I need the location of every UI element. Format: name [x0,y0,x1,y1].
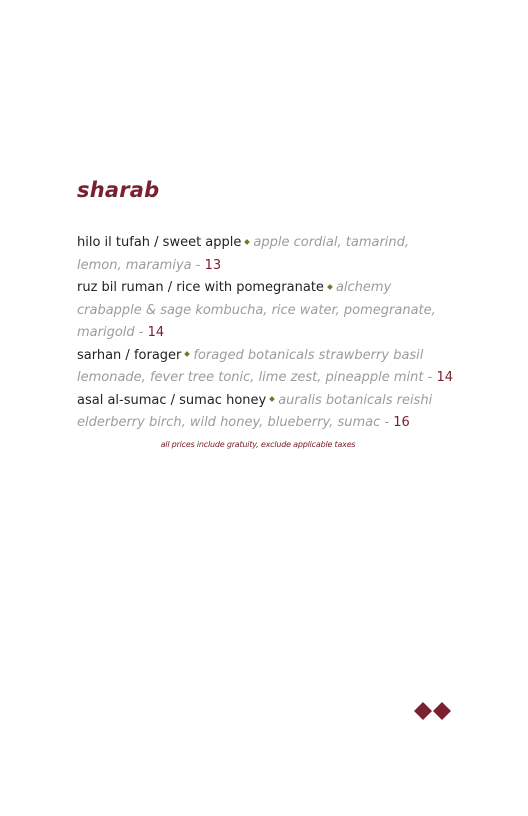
menu-item: hilo il tufah / sweet apple apple cordial, tamarind, lemon, maramiya - 13 [77,235,410,273]
menu-item-price: 16 [393,415,410,430]
menu-item-name: sarhan / forager [77,347,182,363]
diamond-bullet-icon [327,284,333,290]
menu-item-description: auralis botanicals reishi elderberry birch, wild honey, blueberry, sumac [77,392,433,430]
drinks-menu [77,178,455,449]
menu-item-description: foraged botanicals strawberry basil lemonade, fever tree tonic, lime zest, pineapple mint [77,347,424,385]
menu-item-description: apple cordial, tamarind, lemon, maramiya [77,235,410,273]
menu-item-name: asal al-sumac / sumac honey [77,392,267,408]
menu-item: asal al-sumac / sumac honey auralis botanicals reishi elderberry birch, wild honey, blueberry, sumac - 16 [77,392,433,430]
diamond-bullet-icon [185,351,191,357]
menu-item-name: hilo il tufah / sweet apple [77,235,242,250]
menu-item-description: alchemy crabapple & sage kombucha, rice water, pomegranate, marigold [77,280,436,340]
price-footnote: all prices include gratuity, exclude applicable taxes [160,439,356,449]
menu-item-price: 14 [147,325,165,340]
menu-item: ruz bil ruman / rice with pomegranate alchemy crabapple & sage kombucha, rice water, pomegranate, marigold - 14 [77,280,436,340]
menu-item-price: 13 [204,257,222,273]
menu-item-name: ruz bil ruman / rice with pomegranate [77,280,324,295]
double-diamond-logo-icon [413,701,453,721]
menu-item: sarhan / forager foraged botanicals strawberry basil lemonade, fever tree tonic, lime zest, pineapple mint - 14 [77,347,454,385]
section-title: sharab [77,178,160,202]
diamond-bullet-icon [245,239,251,245]
menu-item-price: 14 [436,370,454,385]
diamond-bullet-icon [269,396,275,402]
